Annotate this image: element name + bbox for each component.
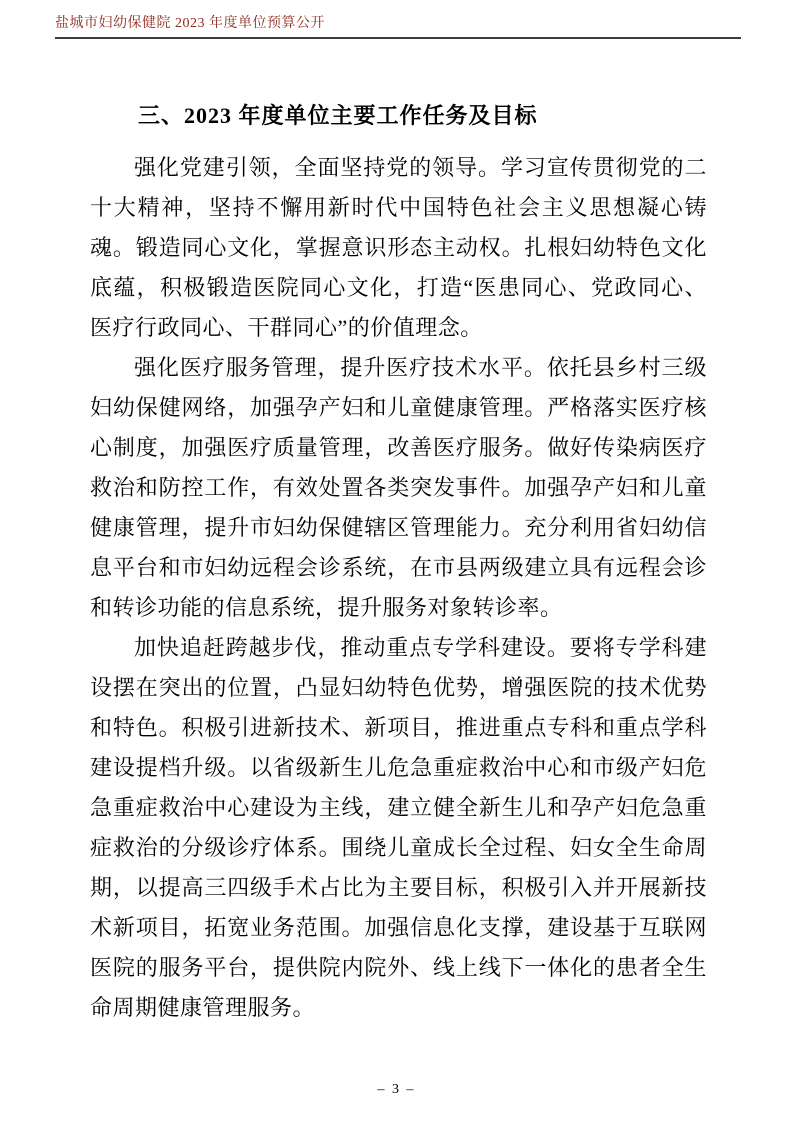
section-title: 三、2023 年度单位主要工作任务及目标: [138, 103, 538, 128]
paragraph-party-building: 强化党建引领，全面坚持党的领导。学习宣传贯彻党的二十大精神，坚持不懈用新时代中国特色社会主义思想凝心铸魂。锻造同心文化，掌握意识形态主动权。扎根妇幼特色文化底蕴，积极锻造医院同心文化，打造“医患同心、党政同心、医疗行政同心、干群同心”的价值理念。: [90, 155, 707, 340]
paragraph-discipline-development: 加快追赶跨越步伐，推动重点专学科建设。要将专学科建设摆在突出的位置，凸显妇幼特色优势，增强医院的技术优势和特色。积极引进新技术、新项目，推进重点专科和重点学科建设提档升级。以省级新生儿危急重症救治中心和市级产妇危急重症救治中心建设为主线，建立健全新生儿和孕产妇危急重症救治的分级诊疗体系。围绕儿童成长全过程、妇女全生命周期，以提高三四级手术占比为主要目标，积极引入并开展新技术新项目，拓宽业务范围。加强信息化支撑，建设基于互联网医院的服务平台，提供院内院外、线上线下一体化的患者全生命周期健康管理服务。: [90, 635, 707, 1020]
page-number: – 3 –: [377, 1082, 416, 1097]
page-header: [55, 12, 741, 39]
document-body: [90, 96, 707, 1028]
paragraph-medical-service: 强化医疗服务管理，提升医疗技术水平。依托县乡村三级妇幼保健网络，加强孕产妇和儿童健康管理。严格落实医疗核心制度，加强医疗质量管理，改善医疗服务。做好传染病医疗救治和防控工作，有效处置各类突发事件。加强孕产妇和儿童健康管理，提升市妇幼保健辖区管理能力。充分利用省妇幼信息平台和市妇幼远程会诊系统，在市县两级建立具有远程会诊和转诊功能的信息系统，提升服务对象转诊率。: [90, 355, 707, 620]
header-title: 盐城市妇幼保健院 2023 年度单位预算公开: [55, 16, 325, 31]
page-footer: [0, 1080, 793, 1098]
